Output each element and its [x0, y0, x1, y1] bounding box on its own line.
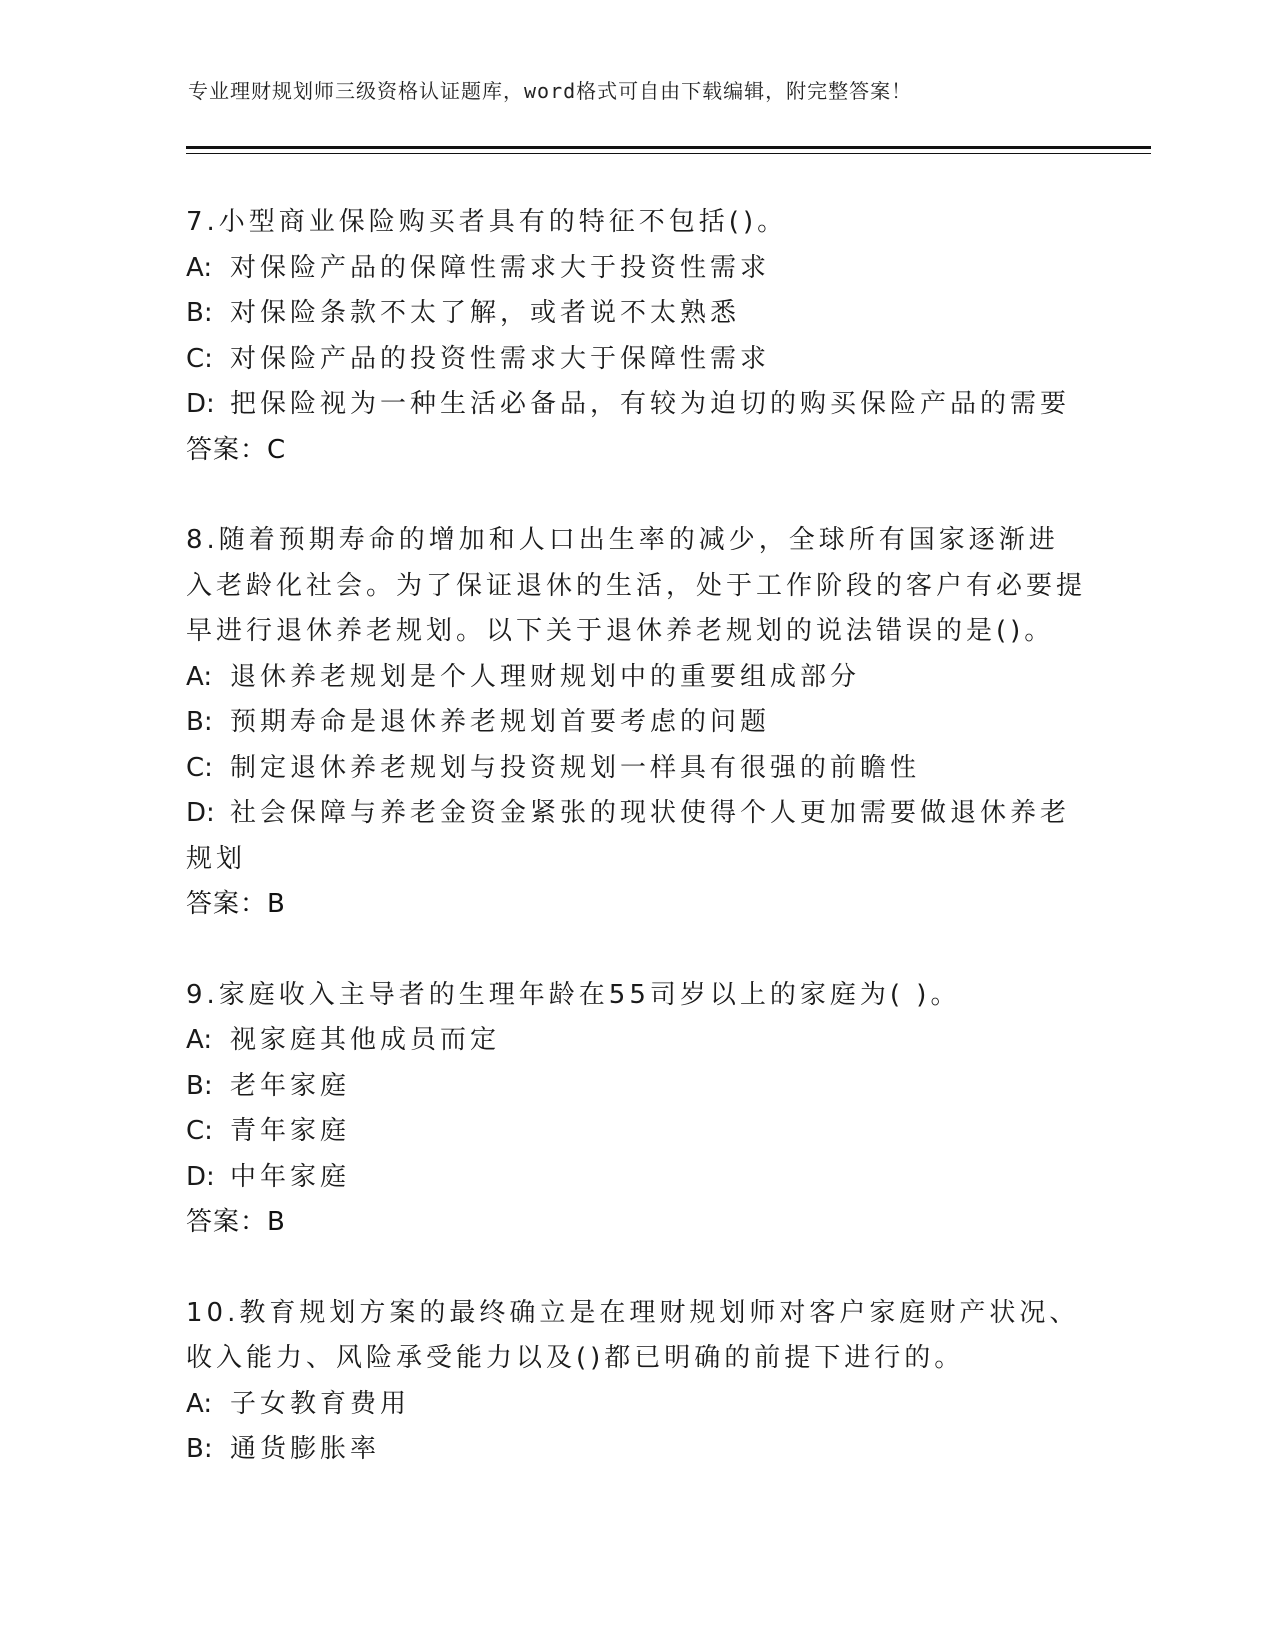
- option-key: B:: [186, 298, 213, 328]
- option-text: 退休养老规划是个人理财规划中的重要组成部分: [230, 661, 861, 692]
- option-c: [186, 746, 1086, 792]
- option-key: B:: [186, 1070, 213, 1101]
- option-text: 老年家庭: [230, 1070, 351, 1101]
- document-header: 专业理财规划师三级资格认证题库，word格式可自由下载编辑，附完整答案！: [188, 79, 913, 103]
- option-key: C:: [186, 1116, 213, 1146]
- option-d: [186, 1155, 1086, 1201]
- option-key: D:: [186, 389, 215, 419]
- option-key: A:: [186, 1388, 213, 1419]
- option-key: A:: [186, 252, 213, 283]
- option-text: 社会保障与养老金资金紧张的现状使得个人更加需要做退休养老规划: [186, 798, 1071, 874]
- option-b: [186, 1064, 1086, 1110]
- header-rule-thick: [186, 146, 1151, 149]
- question-10: [186, 1291, 1086, 1473]
- option-a: [186, 1382, 1086, 1428]
- option-text: 把保险视为一种生活必备品，有较为迫切的购买保险产品的需要: [230, 389, 1071, 419]
- question-stem: 9.家庭收入主导者的生理年龄在55司岁以上的家庭为( )。: [186, 979, 961, 1010]
- option-text: 预期寿命是退休养老规划首要考虑的问题: [230, 707, 771, 737]
- option-text: 对保险产品的保障性需求大于投资性需求: [230, 252, 771, 283]
- option-key: D:: [186, 1161, 215, 1192]
- question-9: [186, 973, 1086, 1246]
- question-stem: 8.随着预期寿命的增加和人口出生率的减少，全球所有国家逐渐进入老龄化社会。为了保证退休的生活，处于工作阶段的客户有必要提早进行退休养老规划。以下关于退休养老规划的说法错误的是()。: [186, 525, 1087, 646]
- option-b: [186, 700, 1086, 746]
- option-text: 对保险条款不太了解，或者说不太熟悉: [230, 298, 741, 328]
- option-c: [186, 1109, 1086, 1155]
- option-text: 子女教育费用: [230, 1388, 411, 1419]
- question-stem: 7.小型商业保险购买者具有的特征不包括()。: [186, 207, 788, 237]
- answer-line: 答案：C: [186, 434, 287, 465]
- option-text: 中年家庭: [230, 1161, 351, 1192]
- option-d: [186, 791, 1086, 882]
- option-text: 对保险产品的投资性需求大于保障性需求: [230, 343, 771, 374]
- option-a: [186, 1018, 1086, 1064]
- option-text: 视家庭其他成员而定: [230, 1025, 501, 1055]
- option-text: 制定退休养老规划与投资规划一样具有很强的前瞻性: [230, 752, 921, 783]
- answer-line: 答案：B: [186, 1207, 286, 1237]
- option-key: B:: [186, 1434, 213, 1464]
- option-key: C:: [186, 752, 213, 783]
- option-a: [186, 655, 1086, 701]
- option-text: 青年家庭: [230, 1116, 351, 1146]
- option-key: B:: [186, 707, 213, 737]
- option-b: [186, 291, 1086, 337]
- option-text: 通货膨胀率: [230, 1434, 381, 1464]
- option-key: D:: [186, 798, 215, 828]
- option-d: [186, 382, 1086, 428]
- question-stem: 10.教育规划方案的最终确立是在理财规划师对客户家庭财产状况、收入能力、风险承受能力以及()都已明确的前提下进行的。: [186, 1297, 1080, 1373]
- option-key: A:: [186, 1025, 213, 1055]
- option-key: C:: [186, 343, 213, 374]
- option-a: [186, 246, 1086, 292]
- question-7: [186, 200, 1086, 473]
- header-rule-thin: [186, 153, 1151, 154]
- answer-line: 答案：B: [186, 889, 286, 919]
- option-b: [186, 1427, 1086, 1473]
- question-8: [186, 518, 1086, 928]
- option-key: A:: [186, 661, 213, 692]
- option-c: [186, 337, 1086, 383]
- question-list: [186, 200, 1086, 1518]
